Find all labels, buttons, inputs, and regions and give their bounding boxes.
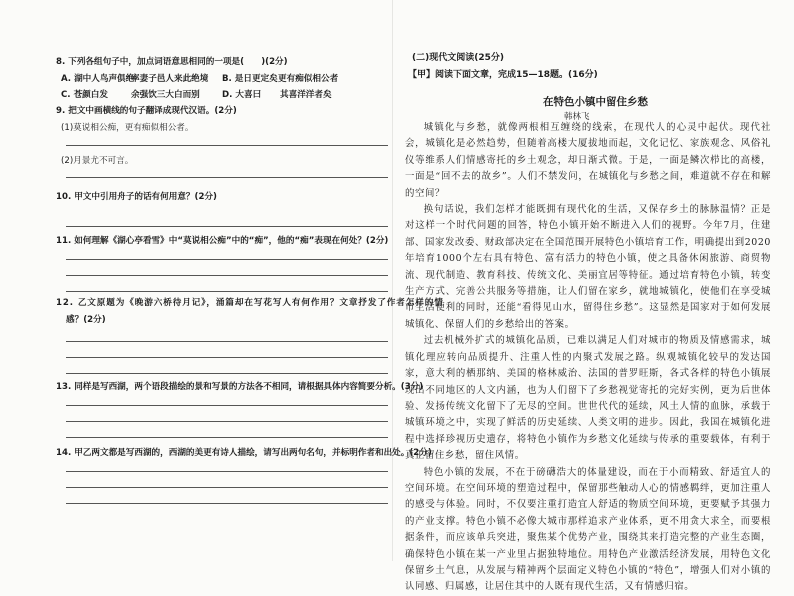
- answer-line: [66, 259, 388, 260]
- answer-line: [66, 437, 388, 438]
- answer-line: [66, 177, 388, 178]
- answer-line: [66, 275, 388, 276]
- answer-line: [66, 421, 388, 422]
- question-13: 13. 同样是写西湖，两个语段描绘的景和写景的方法各不相同，请根据具体内容简要分析。(3分): [56, 382, 424, 392]
- article-paragraph: 换句话说，我们怎样才能既拥有现代化的生活，又保存乡土的脉脉温情？正是对这样一个时代问题的回答，特色小镇开始不断进入人们的视野。今年7月，住建部、国家发改委、财政部决定在全国范围开展特色小镇培育工作，明确提出到2020年培育1000个左右具有特色、富有活力的特色小镇，使之具备休闲旅游、商贸物流、现代制造、教育科技、传统文化、美丽宜居等特征。通过培育特色小镇，转变生产方式、完善公共服务等措施，让人们留在家乡，就地城镇化，使他们在享受城市生活便利的同时，还能“看得见山水，留得住乡愁”。这显然是国家对于如何发展城镇化、保留人们的乡愁给出的答案。: [405, 204, 771, 330]
- answer-line: [66, 405, 388, 406]
- answer-line: [66, 503, 388, 504]
- article-body: [405, 120, 771, 596]
- question-14: 14. 甲乙两文都是写西湖的，西湖的美更有诗人描绘，请写出两句名句，并标明作者和出处。(2分): [56, 448, 432, 458]
- q8-option-b: B. 是日更定矣: [222, 74, 278, 84]
- q9-sub-1: (1)莫说相公痴，更有痴似相公者。: [61, 123, 194, 133]
- answer-line: [66, 341, 388, 342]
- question-11: 11. 如何理解《湖心亭看雪》中“莫说相公痴”中的“痴”，他的“痴”表现在何处？(2分): [56, 236, 389, 246]
- answer-line: [66, 487, 388, 488]
- answer-line: [66, 471, 388, 472]
- question-12-line-1: 12. 乙文原题为《晚游六桥待月记》，涌篇却在写花写人有何作用？文章抒发了作者怎样的情: [56, 298, 444, 308]
- answer-line: [66, 226, 388, 227]
- q8-option-d: D. 大喜曰: [222, 90, 262, 100]
- q8-option-c: C. 苍颜白发: [61, 90, 108, 100]
- question-12-line-2: 感？(2分): [66, 315, 106, 325]
- page-fold: [392, 0, 393, 561]
- question-10: 10. 甲文中引用舟子的话有何用意？(2分): [56, 192, 217, 202]
- article-title: 在特色小镇中留住乡愁: [543, 96, 648, 108]
- answer-line: [66, 357, 388, 358]
- question-8-stem: 8. 下列各组句子中，加点词语意思相同的一项是( )(2分): [56, 57, 288, 67]
- q8-option-b-pair: 更有痴似相公者: [278, 74, 339, 84]
- article-paragraph: 城镇化与乡愁，就像两根相互缠绕的线索，在现代人的心灵中起伏。现代社会，城镇化是必然趋势，但随着高楼大厦拔地而起，文化记忆、家族观念、风俗礼仪等维系人们情感寄托的乡土观念，却日渐式微。于是，一面是鳞次栉比的高楼，一面是“回不去的故乡”。人们不禁发问，在城镇化与乡愁之间，难道就不存在和解的空间？: [405, 122, 771, 199]
- article-paragraph: 过去机械外扩式的城镇化品质，已难以满足人们对城市的物质及情感需求，城镇化理应转向品质提升、注重人性的内聚式发展之路。纵观城镇化较早的发达国家，意大利的栖那纳、美国的格林威治、法国的普罗旺斯，各式各样的特色小镇展现出不同地区的人文内涵，也为人们留下了乡愁视觉寄托的完好实例，更为后世体验、发扬传统文化留下了无尽的空间。世世代代的延续，风土人情的血脉，承载于城镇环境之中，实现了鲜活的历史延续、人类文明的进步。因此，我国在城镇化进程中选择珍视历史遗存，将特色小镇作为乡愁文化延续与传承的重要载体，有利于真正留住乡愁，留住风情。: [405, 335, 771, 462]
- q8-option-a: A. 湖中人鸟声俱绝: [61, 74, 135, 84]
- reading-instruction: 【甲】阅读下面文章，完成15—18题。(16分): [408, 70, 598, 80]
- q9-sub-2: (2)月景尤不可言。: [61, 156, 134, 166]
- article-paragraph: 特色小镇的发展，不在于磅礴浩大的体量建设，而在于小而精致、舒适宜人的空间环境。在空间环境的塑造过程中，保留那些触动人心的情感羁绊，更加注重人的感受与体验。同时，不仅要注重打造宜人舒适的物质空间环境，更要赋予其强力的产业支撑。特色小镇不必像大城市那样追求产业体系，更不用贪大求全，而要根据条件，而应该单兵突进，聚焦某个优势产业，围绕其来打造完整的产业生态圈，确保特色小镇在某一产业里占据独特地位。用特色产业激活经济发展，用特色文化保留乡土气息，从发展与精神两个层面定义特色小镇的“特色”，增强人们对小镇的认同感、归属感，让居住其中的人既有现代生活，又有情感归宿。: [405, 466, 771, 593]
- answer-line: [66, 373, 388, 374]
- q8-option-d-pair: 其喜洋洋者矣: [280, 90, 332, 100]
- question-9-stem: 9. 把文中画横线的句子翻译成现代汉语。(2分): [56, 106, 237, 116]
- q8-option-c-pair: 余强饮三大白而别: [131, 90, 200, 100]
- q8-option-a-pair: 率妻子邑人来此绝境: [131, 74, 209, 84]
- article-author: 韩林飞: [564, 112, 590, 122]
- section-heading: (二)现代文阅读(25分): [412, 53, 504, 63]
- answer-line: [66, 291, 388, 292]
- answer-line: [66, 145, 388, 146]
